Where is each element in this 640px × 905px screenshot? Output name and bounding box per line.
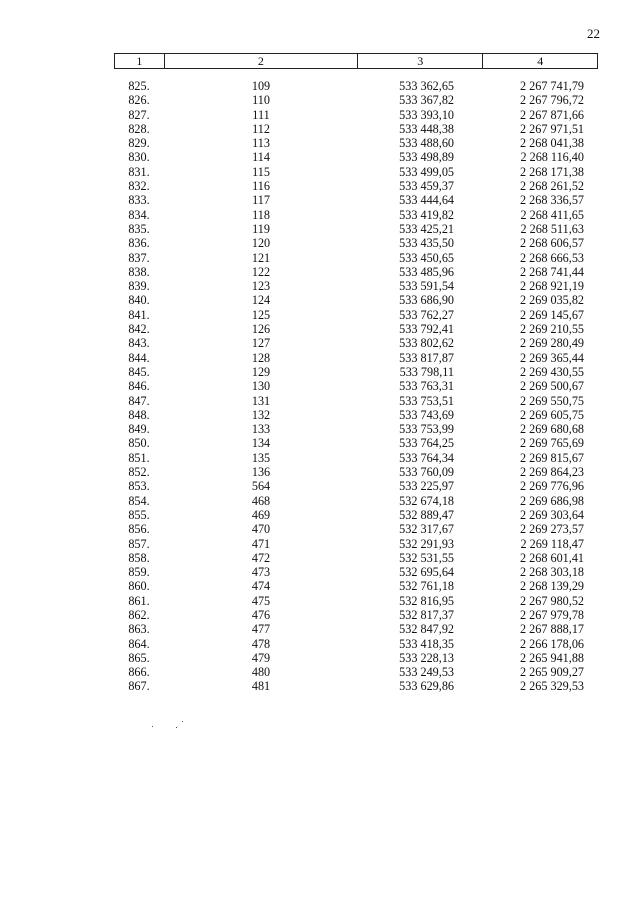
coordinate-y: 2 268 041,38 bbox=[520, 136, 584, 151]
coordinate-y: 2 269 430,55 bbox=[520, 364, 584, 379]
coordinate-x: 533 435,50 bbox=[399, 236, 454, 251]
table-row bbox=[114, 150, 598, 164]
coordinate-x: 533 418,35 bbox=[399, 636, 454, 651]
point-number: 113 bbox=[252, 136, 270, 151]
table-row bbox=[114, 165, 598, 179]
coordinate-x: 533 591,54 bbox=[399, 279, 454, 294]
coordinate-x: 533 425,21 bbox=[399, 221, 454, 236]
row-number: 855. bbox=[128, 507, 150, 522]
row-number: 863. bbox=[128, 622, 150, 637]
point-number: 129 bbox=[251, 364, 271, 379]
point-number: 130 bbox=[251, 379, 271, 394]
coordinate-y: 2 269 686,98 bbox=[520, 493, 584, 508]
row-number: 836. bbox=[128, 236, 150, 251]
point-number: 119 bbox=[252, 221, 270, 236]
row-number: 846. bbox=[128, 379, 150, 394]
coordinate-x: 532 817,37 bbox=[399, 607, 454, 622]
coordinate-y: 2 269 815,67 bbox=[520, 450, 584, 465]
coordinate-x: 532 674,18 bbox=[399, 493, 454, 508]
row-number: 850. bbox=[128, 436, 150, 451]
table-row bbox=[114, 637, 598, 651]
table-row bbox=[114, 465, 598, 479]
coordinate-y: 2 269 210,55 bbox=[520, 322, 584, 337]
table-row bbox=[114, 93, 598, 107]
row-number: 853. bbox=[128, 479, 150, 494]
coordinate-y: 2 268 116,40 bbox=[520, 150, 584, 165]
table-header bbox=[114, 53, 598, 69]
table-row bbox=[114, 279, 598, 293]
table-row bbox=[114, 208, 598, 222]
point-number: 125 bbox=[251, 307, 271, 322]
table-row bbox=[114, 479, 598, 493]
row-number: 851. bbox=[128, 450, 150, 465]
point-number: 126 bbox=[251, 322, 271, 337]
coordinate-y: 2 269 035,82 bbox=[520, 293, 584, 308]
coordinate-x: 533 762,27 bbox=[399, 307, 454, 322]
coordinate-x: 533 225,97 bbox=[399, 479, 454, 494]
point-number: 133 bbox=[251, 422, 271, 437]
coordinate-x: 533 419,82 bbox=[399, 207, 454, 222]
coordinate-y: 2 268 303,18 bbox=[520, 565, 584, 580]
coordinate-y: 2 268 666,53 bbox=[520, 250, 584, 265]
row-number: 842. bbox=[128, 322, 150, 337]
row-number: 840. bbox=[128, 293, 150, 308]
coordinate-x: 533 448,38 bbox=[399, 121, 454, 136]
table-row bbox=[114, 79, 598, 93]
coordinate-x: 533 488,60 bbox=[399, 136, 454, 151]
point-number: 131 bbox=[251, 393, 271, 408]
table-row bbox=[114, 336, 598, 350]
row-number: 826. bbox=[128, 93, 150, 108]
coordinate-x: 532 291,93 bbox=[399, 536, 454, 551]
coordinate-x: 532 531,55 bbox=[399, 550, 454, 565]
coordinate-x: 533 753,99 bbox=[399, 422, 454, 437]
coordinate-x: 533 817,87 bbox=[399, 350, 454, 365]
point-number: 124 bbox=[251, 293, 271, 308]
table-row bbox=[114, 594, 598, 608]
row-number: 849. bbox=[128, 422, 150, 437]
coordinate-x: 533 760,09 bbox=[399, 465, 454, 480]
point-number: 120 bbox=[251, 236, 271, 251]
row-number: 847. bbox=[128, 393, 150, 408]
coordinate-y: 2 269 280,49 bbox=[520, 336, 584, 351]
coordinate-y: 2 269 273,57 bbox=[520, 522, 584, 537]
row-number: 831. bbox=[128, 164, 150, 179]
point-number: 134 bbox=[251, 436, 271, 451]
row-number: 857. bbox=[128, 536, 150, 551]
coordinate-y: 2 268 139,29 bbox=[520, 579, 584, 594]
row-number: 841. bbox=[128, 307, 150, 322]
row-number: 843. bbox=[128, 336, 150, 351]
table-row bbox=[114, 351, 598, 365]
row-number: 834. bbox=[128, 207, 150, 222]
point-number: 479 bbox=[251, 650, 271, 665]
point-number: 470 bbox=[251, 522, 271, 537]
coordinate-x: 533 743,69 bbox=[399, 407, 454, 422]
point-number: 127 bbox=[251, 336, 271, 351]
coordinate-x: 532 317,67 bbox=[399, 522, 454, 537]
point-number: 132 bbox=[251, 407, 271, 422]
coordinate-y: 2 268 336,57 bbox=[520, 193, 584, 208]
table-row bbox=[114, 679, 598, 693]
point-number: 121 bbox=[251, 250, 271, 265]
row-number: 848. bbox=[128, 407, 150, 422]
table-row bbox=[114, 193, 598, 207]
coordinate-y: 2 267 979,78 bbox=[520, 607, 584, 622]
table-row bbox=[114, 651, 598, 665]
coordinate-x: 533 499,05 bbox=[399, 164, 454, 179]
row-number: 837. bbox=[128, 250, 150, 265]
row-number: 859. bbox=[128, 565, 150, 580]
coordinate-x: 533 764,25 bbox=[399, 436, 454, 451]
coordinate-x: 533 498,89 bbox=[399, 150, 454, 165]
coordinate-y: 2 269 303,64 bbox=[520, 507, 584, 522]
coordinate-y: 2 268 411,65 bbox=[520, 207, 584, 222]
table-row bbox=[114, 308, 598, 322]
table-row bbox=[114, 422, 598, 436]
table-row bbox=[114, 293, 598, 307]
coordinate-y: 2 269 118,47 bbox=[520, 536, 584, 551]
point-number: 116 bbox=[252, 179, 270, 194]
scan-speck bbox=[152, 726, 153, 727]
table-row bbox=[114, 322, 598, 336]
table-row bbox=[114, 236, 598, 250]
scan-speck bbox=[182, 721, 183, 722]
row-number: 858. bbox=[128, 550, 150, 565]
coordinate-y: 2 267 971,51 bbox=[520, 121, 584, 136]
table-row bbox=[114, 108, 598, 122]
coordinate-x: 533 485,96 bbox=[399, 264, 454, 279]
point-number: 476 bbox=[251, 607, 271, 622]
coordinate-y: 2 268 921,19 bbox=[520, 279, 584, 294]
header-col-2: 2 bbox=[165, 54, 358, 68]
point-number: 135 bbox=[251, 450, 271, 465]
point-number: 478 bbox=[251, 636, 271, 651]
coordinate-y: 2 267 871,66 bbox=[520, 107, 584, 122]
coordinate-y: 2 268 741,44 bbox=[520, 264, 584, 279]
coordinate-y: 2 267 741,79 bbox=[520, 79, 584, 93]
coordinate-y: 2 269 145,67 bbox=[520, 307, 584, 322]
table-row bbox=[114, 451, 598, 465]
point-number: 474 bbox=[251, 579, 271, 594]
row-number: 832. bbox=[128, 179, 150, 194]
table-row bbox=[114, 665, 598, 679]
table-row bbox=[114, 222, 598, 236]
table-body bbox=[114, 79, 598, 694]
table-row bbox=[114, 394, 598, 408]
row-number: 856. bbox=[128, 522, 150, 537]
point-number: 112 bbox=[252, 121, 270, 136]
point-number: 475 bbox=[251, 593, 271, 608]
point-number: 109 bbox=[251, 79, 271, 93]
table-row bbox=[114, 265, 598, 279]
header-col-3: 3 bbox=[358, 54, 483, 68]
coordinate-x: 533 764,34 bbox=[399, 450, 454, 465]
table-row bbox=[114, 551, 598, 565]
table-row bbox=[114, 565, 598, 579]
point-number: 115 bbox=[252, 164, 270, 179]
coordinate-y: 2 269 864,23 bbox=[520, 465, 584, 480]
table-row bbox=[114, 408, 598, 422]
coordinate-x: 533 802,62 bbox=[399, 336, 454, 351]
row-number: 865. bbox=[128, 650, 150, 665]
point-number: 123 bbox=[251, 279, 271, 294]
coordinate-x: 533 798,11 bbox=[399, 364, 454, 379]
point-number: 471 bbox=[251, 536, 271, 551]
table-row bbox=[114, 508, 598, 522]
coordinate-x: 533 362,65 bbox=[399, 79, 454, 93]
table-row bbox=[114, 379, 598, 393]
table-row bbox=[114, 537, 598, 551]
row-number: 827. bbox=[128, 107, 150, 122]
point-number: 481 bbox=[251, 679, 271, 694]
header-col-1: 1 bbox=[115, 54, 165, 68]
table-row bbox=[114, 494, 598, 508]
coordinate-y: 2 265 941,88 bbox=[520, 650, 584, 665]
row-number: 867. bbox=[128, 679, 150, 694]
coordinate-y: 2 269 776,96 bbox=[520, 479, 584, 494]
row-number: 862. bbox=[128, 607, 150, 622]
point-number: 114 bbox=[252, 150, 270, 165]
coordinate-x: 533 792,41 bbox=[399, 322, 454, 337]
scan-speck bbox=[176, 727, 177, 728]
row-number: 844. bbox=[128, 350, 150, 365]
table-row bbox=[114, 122, 598, 136]
point-number: 111 bbox=[252, 107, 270, 122]
row-number: 830. bbox=[128, 150, 150, 165]
row-number: 866. bbox=[128, 665, 150, 680]
coordinate-x: 533 629,86 bbox=[399, 679, 454, 694]
coordinate-y: 2 266 178,06 bbox=[520, 636, 584, 651]
coordinate-x: 533 686,90 bbox=[399, 293, 454, 308]
point-number: 564 bbox=[251, 479, 271, 494]
row-number: 852. bbox=[128, 465, 150, 480]
coordinate-y: 2 269 365,44 bbox=[520, 350, 584, 365]
coordinate-x: 533 393,10 bbox=[399, 107, 454, 122]
coordinate-x: 533 228,13 bbox=[399, 650, 454, 665]
coordinate-x: 533 249,53 bbox=[399, 665, 454, 680]
table-row bbox=[114, 579, 598, 593]
row-number: 854. bbox=[128, 493, 150, 508]
coordinate-x: 533 763,31 bbox=[399, 379, 454, 394]
table-row bbox=[114, 251, 598, 265]
point-number: 128 bbox=[251, 350, 271, 365]
coordinate-y: 2 267 796,72 bbox=[520, 93, 584, 108]
point-number: 136 bbox=[251, 465, 271, 480]
row-number: 825. bbox=[128, 79, 150, 93]
point-number: 468 bbox=[251, 493, 271, 508]
row-number: 864. bbox=[128, 636, 150, 651]
coordinate-y: 2 265 909,27 bbox=[520, 665, 584, 680]
coordinate-y: 2 268 606,57 bbox=[520, 236, 584, 251]
row-number: 829. bbox=[128, 136, 150, 151]
coordinate-x: 532 761,18 bbox=[399, 579, 454, 594]
coordinate-x: 533 367,82 bbox=[399, 93, 454, 108]
coordinate-x: 532 889,47 bbox=[399, 507, 454, 522]
point-number: 473 bbox=[251, 565, 271, 580]
coordinate-x: 533 753,51 bbox=[399, 393, 454, 408]
coordinate-x: 532 847,92 bbox=[399, 622, 454, 637]
coordinate-x: 533 450,65 bbox=[399, 250, 454, 265]
table-row bbox=[114, 608, 598, 622]
table-row bbox=[114, 136, 598, 150]
point-number: 122 bbox=[251, 264, 271, 279]
point-number: 469 bbox=[251, 507, 271, 522]
point-number: 118 bbox=[252, 207, 270, 222]
row-number: 845. bbox=[128, 364, 150, 379]
coordinate-y: 2 269 680,68 bbox=[520, 422, 584, 437]
row-number: 835. bbox=[128, 221, 150, 236]
point-number: 480 bbox=[251, 665, 271, 680]
coordinate-y: 2 268 261,52 bbox=[520, 179, 584, 194]
table-row bbox=[114, 436, 598, 450]
table-row bbox=[114, 522, 598, 536]
coordinate-y: 2 269 550,75 bbox=[520, 393, 584, 408]
coordinate-x: 532 695,64 bbox=[399, 565, 454, 580]
coordinate-y: 2 267 888,17 bbox=[520, 622, 584, 637]
point-number: 472 bbox=[251, 550, 271, 565]
coordinate-x: 533 459,37 bbox=[399, 179, 454, 194]
coordinate-y: 2 265 329,53 bbox=[520, 679, 584, 694]
coordinate-y: 2 269 765,69 bbox=[520, 436, 584, 451]
point-number: 477 bbox=[251, 622, 271, 637]
table-row bbox=[114, 622, 598, 636]
coordinate-y: 2 269 605,75 bbox=[520, 407, 584, 422]
coordinate-x: 532 816,95 bbox=[399, 593, 454, 608]
point-number: 117 bbox=[252, 193, 270, 208]
coordinate-y: 2 268 171,38 bbox=[520, 164, 584, 179]
row-number: 833. bbox=[128, 193, 150, 208]
coordinate-y: 2 268 601,41 bbox=[520, 550, 584, 565]
row-number: 861. bbox=[128, 593, 150, 608]
page-number: 22 bbox=[587, 26, 600, 41]
table-row bbox=[114, 365, 598, 379]
table-row bbox=[114, 179, 598, 193]
coordinate-y: 2 269 500,67 bbox=[520, 379, 584, 394]
coordinate-y: 2 267 980,52 bbox=[520, 593, 584, 608]
point-number: 110 bbox=[252, 93, 270, 108]
row-number: 839. bbox=[128, 279, 150, 294]
header-col-4: 4 bbox=[537, 53, 544, 68]
row-number: 860. bbox=[128, 579, 150, 594]
row-number: 838. bbox=[128, 264, 150, 279]
coordinate-x: 533 444,64 bbox=[399, 193, 454, 208]
row-number: 828. bbox=[128, 121, 150, 136]
coordinate-y: 2 268 511,63 bbox=[520, 221, 584, 236]
